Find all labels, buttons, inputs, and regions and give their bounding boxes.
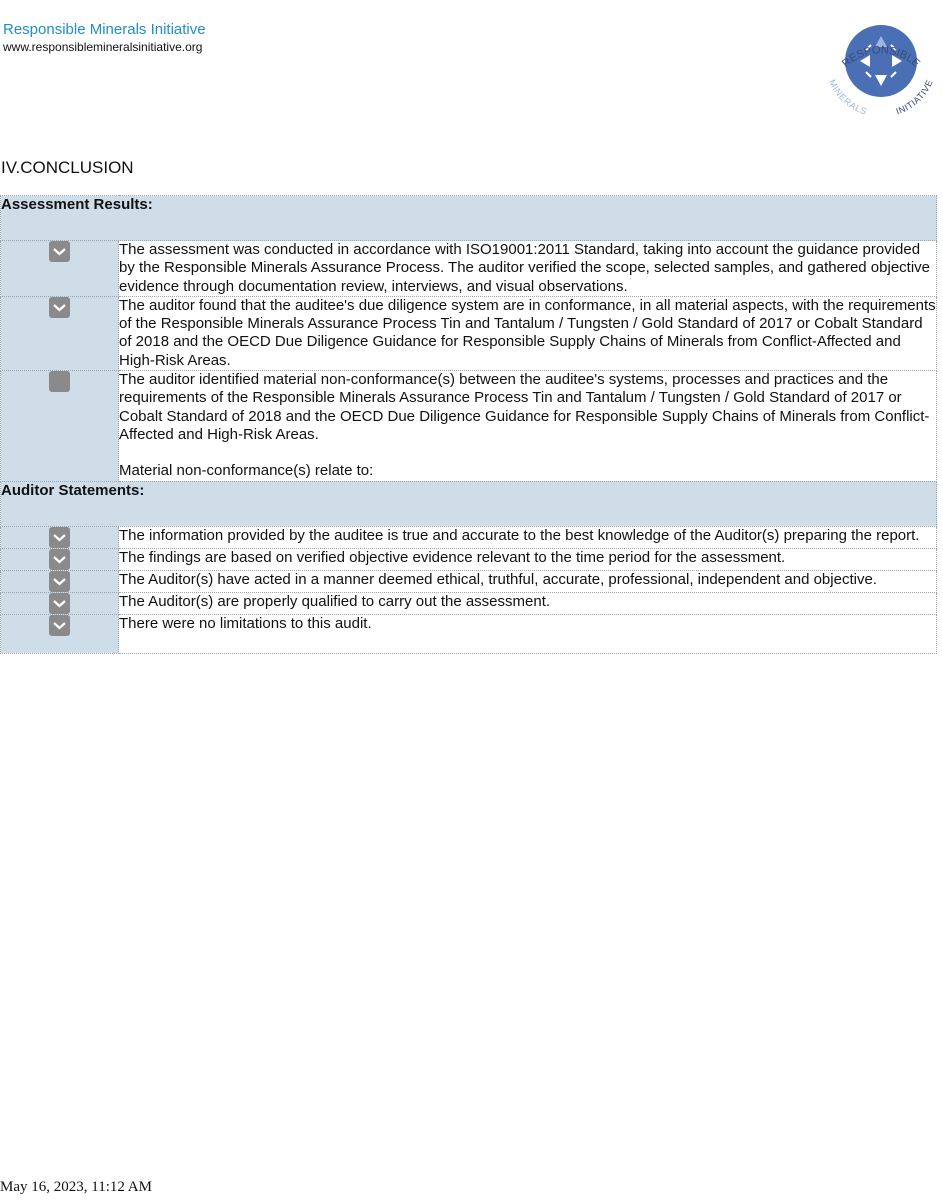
assessment-results-header-row	[1, 196, 937, 241]
logo-text-top: RESPONSIBLE	[839, 44, 923, 70]
org-name: Responsible Minerals Initiative	[3, 21, 206, 38]
auditor-statement-text: The Auditor(s) have acted in a manner deemed ethical, truthful, accurate, professional, independent and objective.	[119, 570, 937, 592]
assessment-result-text: The assessment was conducted in accordance with ISO19001:2011 Standard, taking into account the guidance provided by the Responsible Minerals Assurance Process. The auditor verified the scope, selected samples, and gathered objective evidence through documentation review, interviews, and visual observations.	[119, 241, 937, 297]
checkbox-checked-icon[interactable]	[49, 241, 70, 262]
assessment-result-text: The auditor identified material non-conformance(s) between the auditee's systems, processes and practices and the requirements of the Responsible Minerals Assurance Process Tin and Tantalum / Tungsten / Gold Standard of 2017 or Cobalt Standard of 2018 and the OECD Due Diligence Guidance for Responsible Supply Chains of Minerals from Conflict-Affected and High-Risk Areas.	[119, 371, 930, 443]
print-timestamp: May 16, 2023, 11:12 AM	[0, 1179, 152, 1195]
conclusion-table	[0, 195, 937, 654]
auditor-statement-text: There were no limitations to this audit.	[119, 614, 937, 653]
section-title: IV.CONCLUSION	[1, 158, 134, 177]
table-row	[1, 592, 937, 614]
table-row	[1, 296, 937, 370]
auditor-statement-text: The findings are based on verified objective evidence relevant to the time period for the assessment.	[119, 548, 937, 570]
table-row	[1, 548, 937, 570]
rmi-logo	[818, 0, 943, 122]
auditor-statements-header-row	[1, 481, 937, 526]
checkbox-checked-icon[interactable]	[49, 571, 70, 592]
checkbox-checked-icon[interactable]	[49, 549, 70, 570]
auditor-statements-heading: Auditor Statements:	[1, 481, 937, 526]
table-row	[1, 570, 937, 592]
assessment-result-text: The auditor found that the auditee's due diligence system are in conformance, in all material aspects, with the requirements of the Responsible Minerals Assurance Process Tin and Tantalum / Tungsten / Gold Standard of 2017 or Cobalt Standard of 2018 and the OECD Due Diligence Guidance for Responsible Supply Chains of Minerals from Conflict-Affected and High-Risk Areas.	[119, 296, 936, 369]
auditor-statement-text: The Auditor(s) are properly qualified to carry out the assessment.	[119, 592, 937, 614]
org-website: www.responsiblemineralsinitiative.org	[3, 40, 203, 54]
checkbox-unchecked-icon[interactable]	[49, 371, 70, 392]
checkbox-checked-icon[interactable]	[49, 527, 70, 548]
table-row	[1, 614, 937, 653]
logo-text-right: INITIATIVE	[894, 78, 936, 117]
checkbox-checked-icon[interactable]	[49, 297, 70, 318]
non-conformance-label: Material non-conformance(s) relate to:	[119, 462, 374, 480]
table-row	[1, 241, 937, 297]
auditor-statement-text: The information provided by the auditee is true and accurate to the best knowledge of the Auditor(s) preparing the report.	[119, 526, 937, 548]
checkbox-checked-icon[interactable]	[49, 593, 70, 614]
checkbox-checked-icon[interactable]	[49, 615, 70, 636]
assessment-results-heading: Assessment Results:	[1, 196, 937, 241]
table-row	[1, 371, 937, 481]
table-row	[1, 526, 937, 548]
logo-text-left: MINERALS	[826, 78, 868, 117]
